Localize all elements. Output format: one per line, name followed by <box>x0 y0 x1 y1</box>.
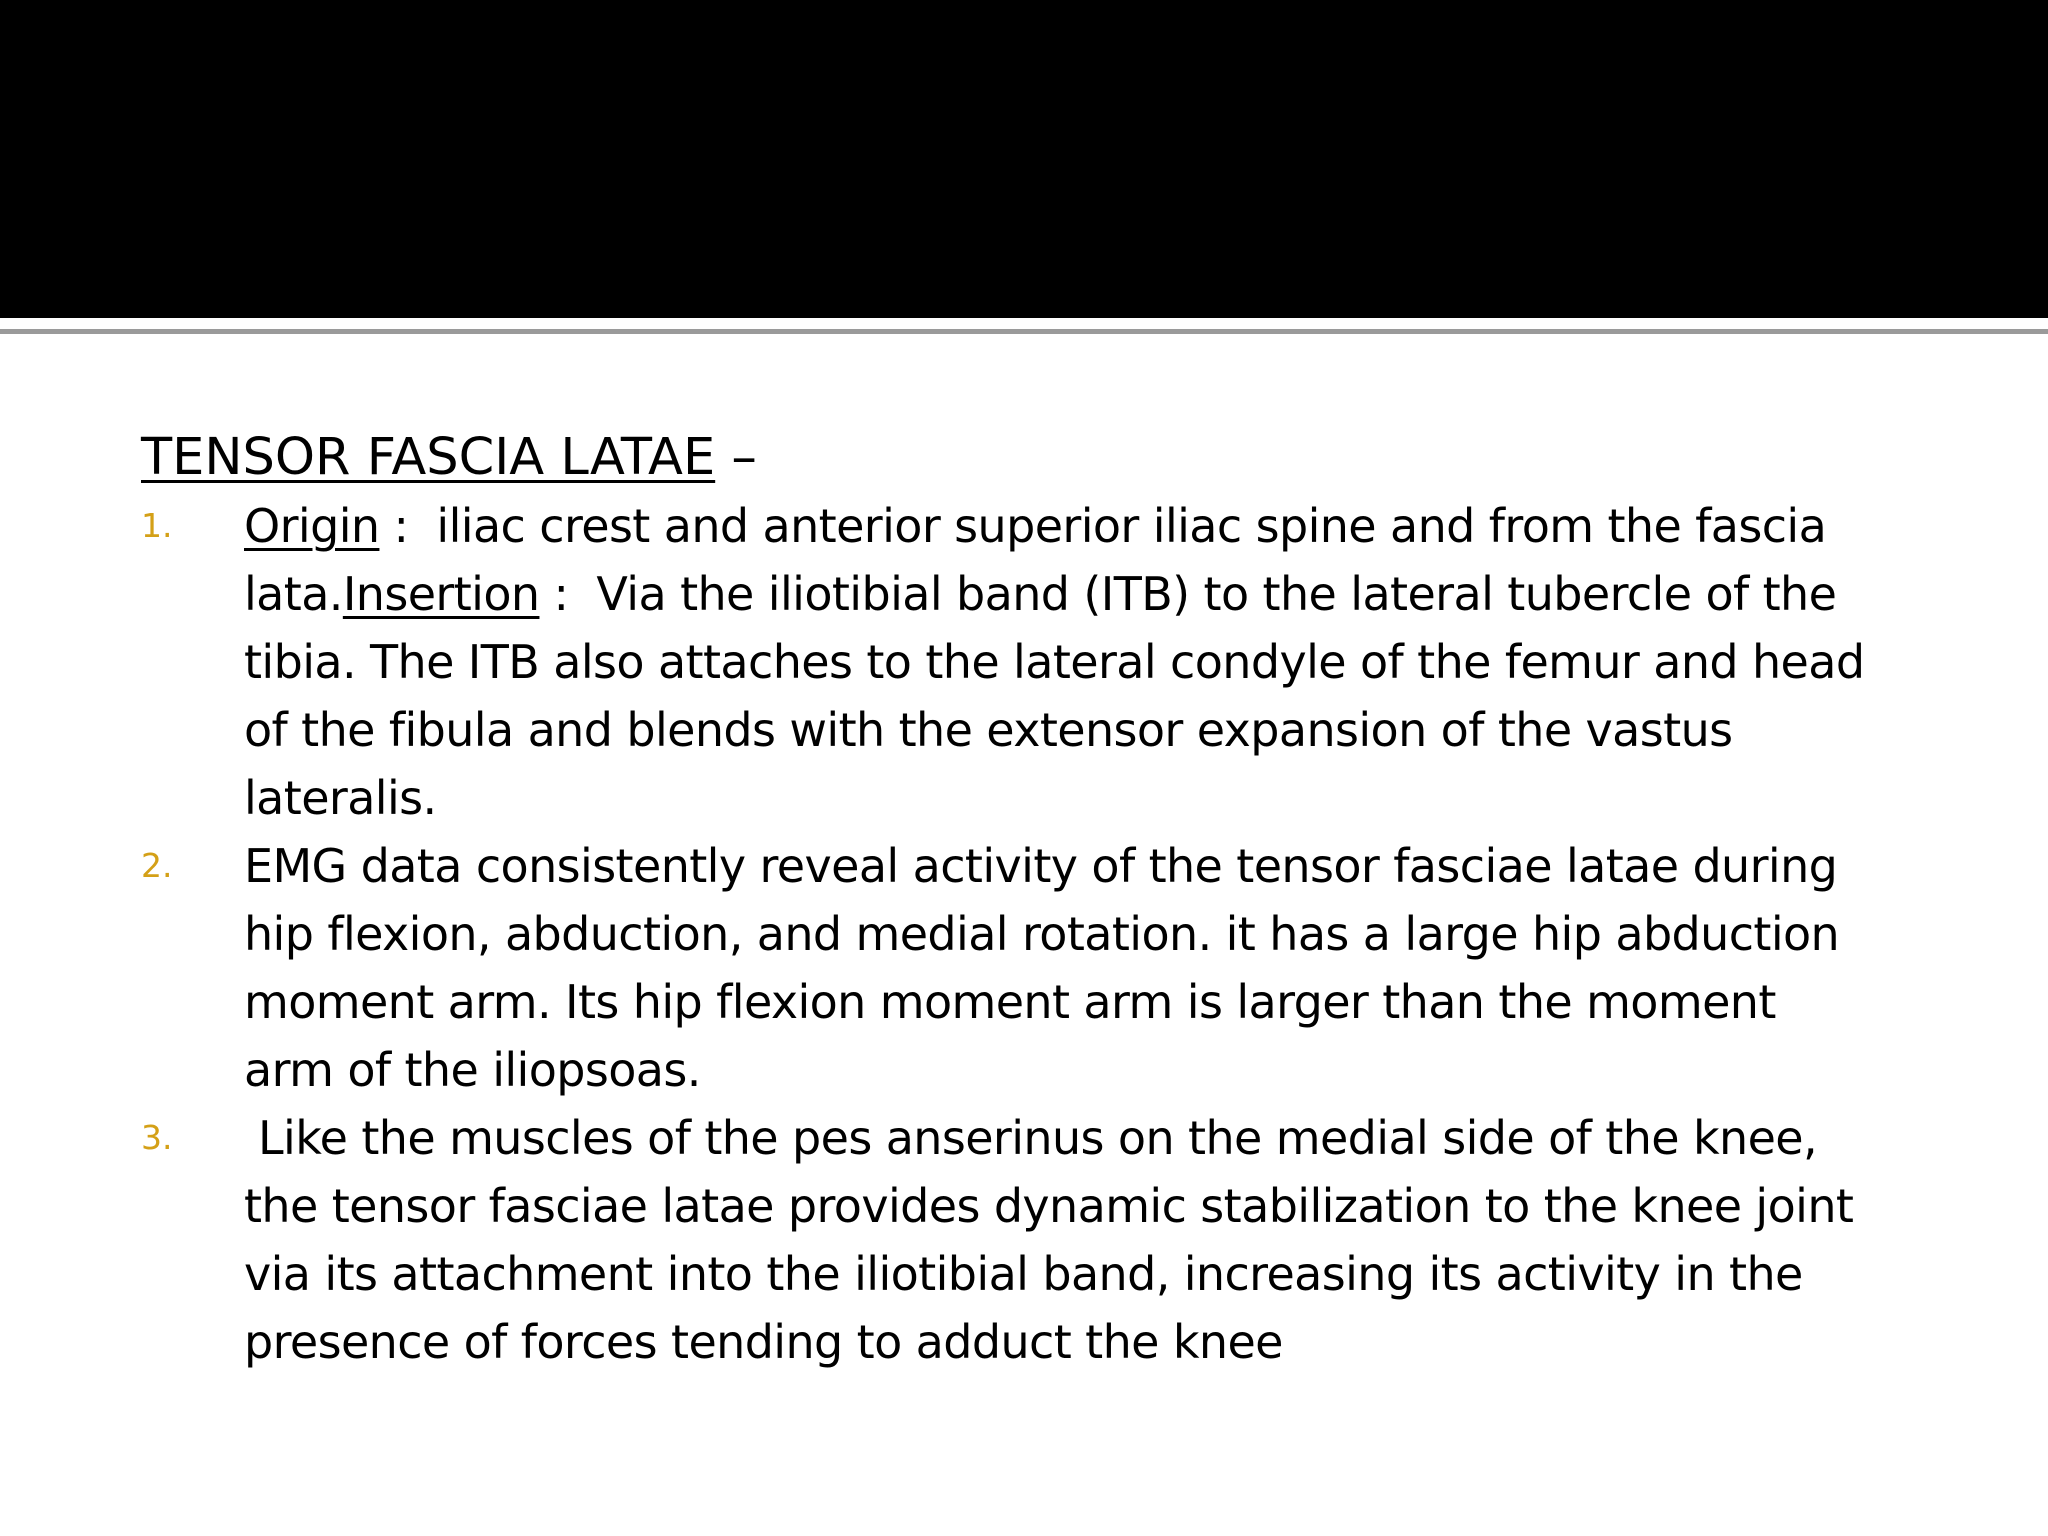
item-line: hip flexion, abduction, and medial rotation. it has a large hip abduction <box>244 907 1840 961</box>
list-number: 3. <box>141 1118 173 1157</box>
slide-heading <box>141 424 2021 492</box>
item-line: Like the muscles of the pes anserinus on the medial side of the knee, <box>244 1111 1817 1165</box>
item-line: EMG data consistently reveal activity of the tensor fasciae latae during <box>244 839 1838 893</box>
origin-colon: : <box>379 499 437 553</box>
item-line <box>244 492 2021 560</box>
origin-text: iliac crest and anterior superior iliac spine and from the fascia <box>436 499 1827 553</box>
insertion-colon: : <box>539 567 597 621</box>
list-item <box>141 492 2021 832</box>
title-divider <box>0 329 2048 334</box>
origin-label: Origin <box>244 499 380 553</box>
item-line: of the fibula and blends with the extensor expansion of the vastus <box>244 703 1733 757</box>
item-line <box>244 560 2021 628</box>
list-number: 1. <box>141 506 173 545</box>
item-line: tibia. The ITB also attaches to the lateral condyle of the femur and head <box>244 635 1865 689</box>
list-item <box>141 1104 2021 1376</box>
slide-body <box>141 424 2021 1376</box>
item-line: the tensor fasciae latae provides dynamic stabilization to the knee joint <box>244 1179 1854 1233</box>
heading-text: TENSOR FASCIA LATAE <box>141 428 716 487</box>
line-prefix: lata. <box>244 567 343 621</box>
item-line: moment arm. Its hip flexion moment arm is larger than the moment <box>244 975 1776 1029</box>
numbered-list <box>141 492 2021 1376</box>
item-line: presence of forces tending to adduct the knee <box>244 1315 1283 1369</box>
item-line: arm of the iliopsoas. <box>244 1043 701 1097</box>
item-line: via its attachment into the iliotibial band, increasing its activity in the <box>244 1247 1803 1301</box>
heading-dash: – <box>715 428 757 487</box>
item-line: lateralis. <box>244 771 437 825</box>
title-band <box>0 0 2048 318</box>
list-item <box>141 832 2021 1104</box>
insertion-text: Via the iliotibial band (ITB) to the lateral tubercle of the <box>596 567 1837 621</box>
insertion-label: Insertion <box>342 567 540 621</box>
list-number: 2. <box>141 846 173 885</box>
